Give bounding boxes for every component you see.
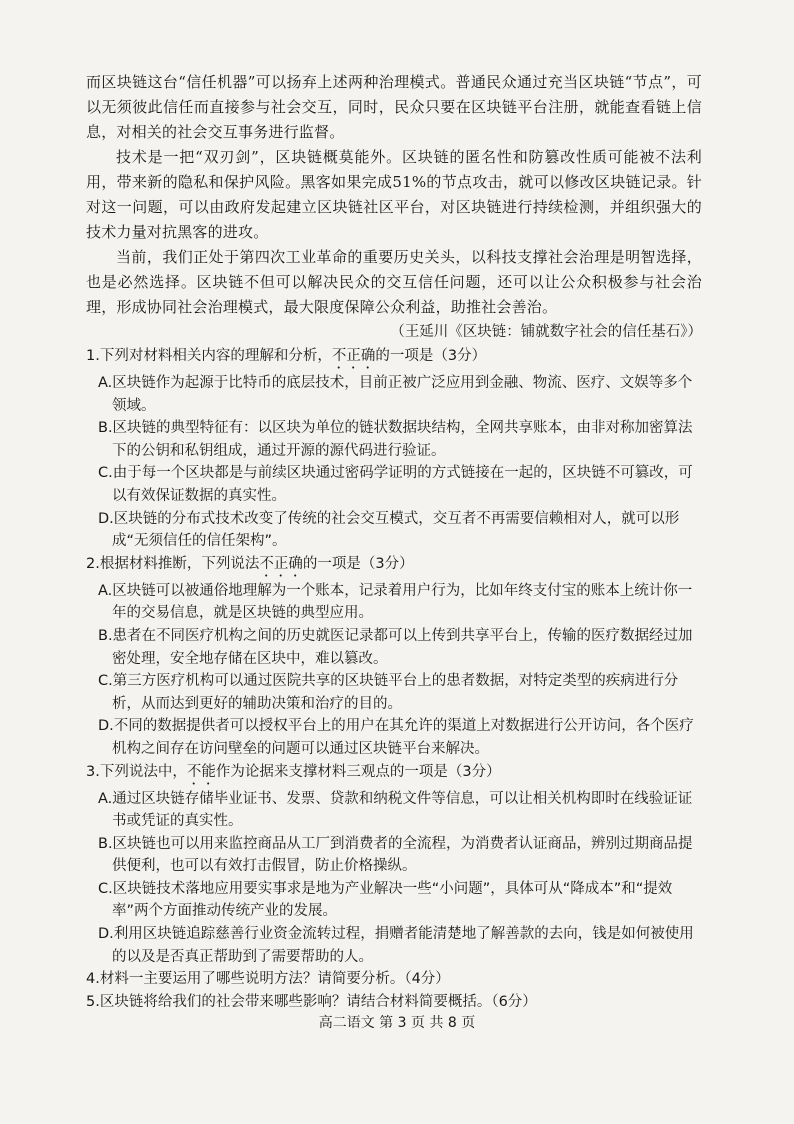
question-stem-emphasis: 不正确 — [259, 555, 303, 572]
passage-paragraph-1: 而区块链这台“信任机器”可以扬弃上述两种治理模式。普通民众通过充当区块链“节点”，可以无须彼此信任而直接参与社会交互，同时，民众只要在区块链平台注册，就能查看链上信息，对相关的社会交互事务进行监督。 — [86, 73, 702, 141]
question-stem — [86, 968, 702, 991]
question-2 — [86, 553, 702, 761]
question-stem — [86, 991, 702, 1014]
question-1 — [86, 345, 702, 553]
answer-option: B.区块链的典型特征有：以区块为单位的链状数据块结构，全网共享账本，由非对称加密算法下的公钥和私钥组成，通过开源的源代码进行验证。 — [98, 420, 693, 459]
passage-paragraph-2: 技术是一把“双刃剑”，区块链概莫能外。区块链的匿名性和防篡改性质可能被不法利用，带来新的隐私和保护风险。黑客如果完成51%的节点攻击，就可以修改区块链记录。针对这一问题，可以由政府发起建立区块链社区平台，对区块链进行持续检测，并组织强大的技术力量对抗黑客的进攻。 — [86, 148, 702, 241]
question-stem-suffix: 的一项是（3分） — [302, 555, 414, 572]
question-stem — [86, 345, 702, 372]
answer-option: D.区块链的分布式技术改变了传统的社会交互模式，交互者不再需要信赖相对人，就可以形成“无须信任的信任架构”。 — [98, 510, 680, 550]
question-stem-text: 2.根据材料推断，下列说法 — [86, 555, 260, 572]
question-stem — [86, 553, 702, 580]
answer-option: B.患者在不同医疗机构之间的历史就医记录都可以上传到共享平台上，传输的医疗数据经过加密处理，安全地存储在区块中，难以篡改。 — [98, 627, 693, 667]
answer-option: D.利用区块链追踪慈善行业资金流转过程，捐赠者能清楚地了解善款的去向，钱是如何被使用的以及是否真正帮助到了需要帮助的人。 — [98, 926, 694, 965]
answer-option: C.第三方医疗机构可以通过医院共享的区块链平台上的患者数据，对特定类型的疾病进行分析，从而达到更好的辅助决策和治疗的目的。 — [98, 673, 679, 712]
answer-option: B.区块链也可以用来监控商品从工厂到消费者的全流程，为消费者认证商品，辨别过期商品提供便利，也可以有效打击假冒，防止价格操纵。 — [98, 835, 693, 875]
page-content — [86, 70, 702, 1013]
answer-option: C.区块链技术落地应用要实事求是地为产业解决一些“小问题”，具体可从“降成本”和“提效率”两个方面推动传统产业的发展。 — [98, 880, 673, 920]
question-stem-text: 3.下列说法中， — [86, 763, 187, 780]
passage-paragraph-3: 当前，我们正处于第四次工业革命的重要历史关头，以科技支撑社会治理是明智选择，也是必然选择。区块链不但可以解决民众的交互信任问题，还可以让公众积极参与社会治理，形成协同社会治理模式，最大限度保障公众利益，助推社会善治。 — [86, 248, 702, 316]
answer-option: D.不同的数据提供者可以授权平台上的用户在其允许的渠道上对数据进行公开访问，各个医疗机构之间存在访问壁垒的问题可以通过区块链平台来解决。 — [98, 718, 694, 757]
passage-source: （王延川《区块链：铺就数字社会的信任基石》） — [390, 324, 702, 340]
question-5 — [86, 991, 702, 1014]
question-4 — [86, 968, 702, 991]
question-stem-emphasis: 不正确 — [331, 348, 376, 364]
question-stem-text: 5.区块链将给我们的社会带来哪些影响？请结合材料简要概括。（6分） — [86, 993, 537, 1010]
question-stem-text: 4.材料一主要运用了哪些说明方法？请简要分析。（4分） — [86, 971, 450, 988]
question-stem-text: 1.下列对材料相关内容的理解和分析， — [86, 348, 332, 364]
answer-option: A.区块链作为起源于比特币的底层技术，目前正被广泛应用到金融、物流、医疗、文娱等多个领域。 — [98, 375, 693, 414]
question-3 — [86, 761, 702, 969]
question-list — [86, 345, 702, 1013]
question-stem — [86, 761, 702, 788]
question-stem-suffix: 作为论据来支撑材料三观点的一项是（3分） — [215, 763, 501, 780]
answer-option: A.区块链可以被通俗地理解为一个账本，记录着用户行为，比如年终支付宝的账本上统计你一年的交易信息，就是区块链的典型应用。 — [98, 582, 693, 622]
question-stem-suffix: 的一项是（3分） — [375, 348, 487, 364]
answer-option: A.通过区块链存储毕业证书、发票、贷款和纳税文件等信息，可以让相关机构即时在线验证证书或凭证的真实性。 — [98, 790, 693, 830]
question-stem-emphasis: 不能 — [186, 763, 216, 780]
answer-option: C.由于每一个区块都是与前续区块通过密码学证明的方式链接在一起的，区块链不可篡改，可以有效保证数据的真实性。 — [98, 465, 693, 504]
page-footer: 高二语文 第 3 页 共 8 页 — [318, 1015, 476, 1031]
